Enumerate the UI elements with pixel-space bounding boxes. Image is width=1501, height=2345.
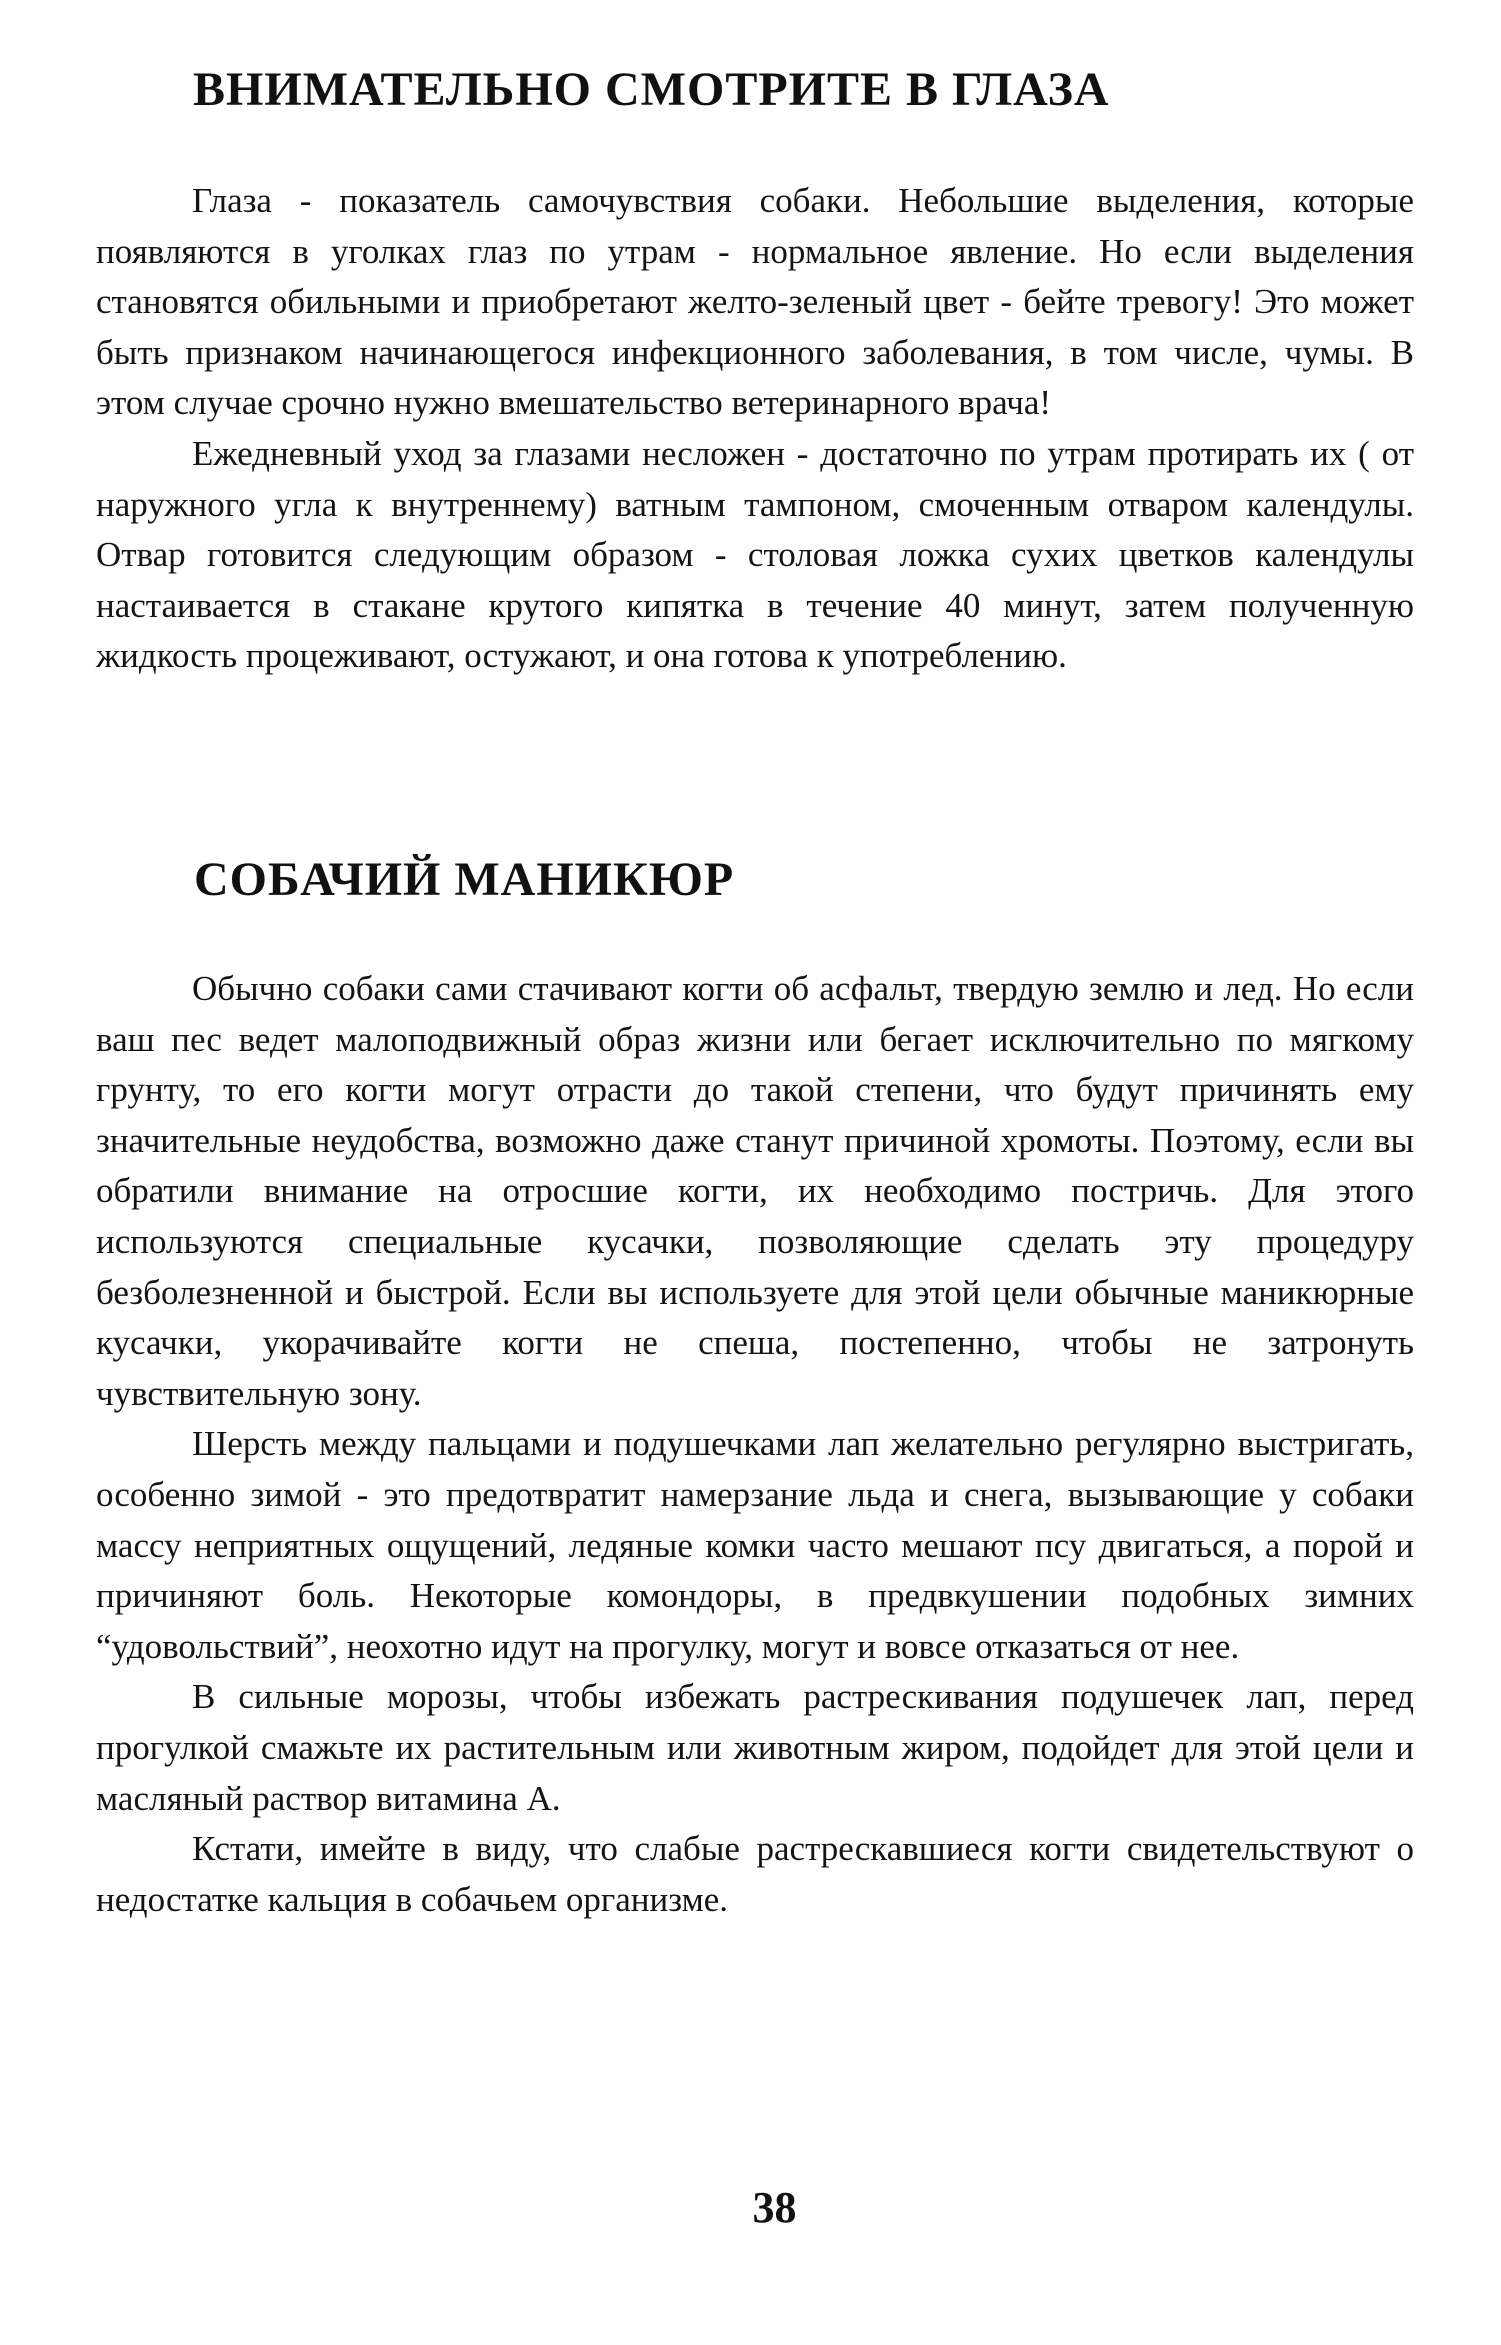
paragraph: Кстати, имейте в виду, что слабые растрескавшиеся когти свидетельствуют о недостатке кальция в собачьем организме. (96, 1829, 1414, 1919)
paragraph: В сильные морозы, чтобы избежать растрескивания подушечек лап, перед прогулкой смажьте их растительным или животным жиром, подойдет для этой цели и масляный раствор витамина А. (96, 1677, 1414, 1818)
section-heading-eyes: ВНИМАТЕЛЬНО СМОТРИТЕ В ГЛАЗА (193, 63, 1110, 116)
paragraph: Шерсть между пальцами и подушечками лап желательно регулярно выстригать, особенно зимой - это предотвратит намерзание льда и снега, вызывающие у собаки массу неприятных ощущений, ледяные комки часто мешают псу двигаться, а порой и причиняют боль. Некоторые комондоры, в предвкушении подобных зимних “удовольствий”, неохотно идут на прогулку, могут и вовсе отказаться от нее. (96, 1424, 1414, 1666)
section-eyes (96, 58, 1414, 682)
paragraph: Ежедневный уход за глазами несложен - достаточно по утрам протирать их ( от наружного угла к внутреннему) ватным тампоном, смоченным отваром календулы. Отвар готовится следующим образом - столовая ложка сухих цветков календулы настаивается в стакане крутого кипятка в течение 40 минут, затем полученную жидкость процеживают, остужают, и она готова к употреблению. (96, 433, 1414, 676)
page-number: 38 (752, 2183, 797, 2232)
paragraph: Глаза - показатель самочувствия собаки. Небольшие выделения, которые появляются в уголках глаз по утрам - нормальное явление. Но если выделения становятся обильными и приобретают желто-зеленый цвет - бейте тревогу! Это может быть признаком начинающегося инфекционного заболевания, в том числе, чумы. В этом случае срочно нужно вмешательство ветеринарного врача! (96, 181, 1414, 423)
section-body-manicure (96, 964, 1414, 1925)
section-heading-manicure: СОБАЧИЙ МАНИКЮР (194, 853, 735, 906)
section-manicure (96, 848, 1414, 1925)
section-body-eyes (96, 176, 1414, 682)
paragraph: Обычно собаки сами стачивают когти об асфальт, твердую землю и лед. Но если ваш пес ведет малоподвижный образ жизни или бегает исключительно по мягкому грунту, то его когти могут отрасти до такой степени, что будут причинять ему значительные неудобства, возможно даже станут причиной хромоты. Поэтому, если вы обратили внимание на отросшие когти, их необходимо постричь. Для этого используются специальные кусачки, позволяющие сделать эту процедуру безболезненной и быстрой. Если вы используете для этой цели обычные маникюрные кусачки, укорачивайте когти не спеша, постепенно, чтобы не затронуть чувствительную зону. (96, 969, 1414, 1413)
